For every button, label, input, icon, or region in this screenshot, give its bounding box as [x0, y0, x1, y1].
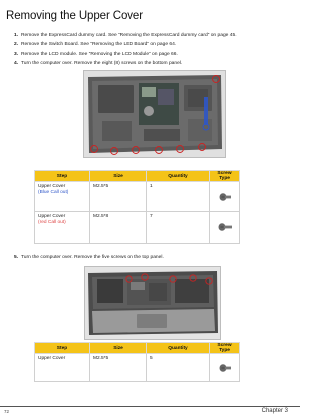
screw-type-cell [210, 182, 240, 212]
step-item [14, 255, 164, 260]
col-size: Size [90, 171, 147, 182]
screw-table-bottom [34, 170, 240, 244]
step-cell [35, 182, 90, 212]
step-cell [35, 212, 90, 244]
table-row [35, 354, 240, 382]
step-list [14, 31, 290, 68]
screw-table-top [34, 342, 240, 382]
table-header-row [35, 343, 240, 354]
quantity-cell: 5 [147, 354, 210, 382]
step-item [14, 31, 290, 40]
step-item [14, 59, 290, 68]
col-step: Step [35, 343, 90, 354]
quantity-cell: 1 [147, 182, 210, 212]
size-cell: M2.5*5 [90, 354, 147, 382]
callout-label: (red Call out) [38, 220, 66, 226]
screw-icon [217, 220, 233, 234]
step-name: Upper Cover [38, 184, 66, 189]
step-text: Turn the computer over. Remove the eight (8) screws on the bottom panel. [21, 60, 183, 66]
step-item [14, 50, 290, 59]
step-number: 3. [14, 51, 19, 57]
step-name: Upper Cover [38, 214, 66, 219]
chapter-label: Chapter 3 [261, 408, 288, 414]
step-number: 1. [14, 33, 19, 38]
col-screw-type: Screw Type [210, 171, 240, 182]
top-panel-photo [84, 266, 221, 340]
step-number: 5. [14, 255, 19, 260]
step-number: 2. [14, 42, 19, 48]
step-text: Turn the computer over. Remove the five screws on the top panel. [21, 255, 164, 260]
col-screw-type: Screw Type [210, 343, 240, 354]
page-number: 72 [4, 409, 10, 414]
step-number: 4. [14, 60, 19, 66]
bottom-panel-photo [83, 70, 226, 158]
step-text: Remove the ExpressCard dummy card. See “Removing the ExpressCard dummy card” on page 45. [21, 33, 237, 38]
step-text: Remove the Switch Board. See “Removing the LED Board” on page 64. [21, 42, 177, 48]
quantity-cell: 7 [147, 212, 210, 244]
col-step: Step [35, 171, 90, 182]
step-cell: Upper Cover [35, 354, 90, 382]
col-quantity: Quantity [147, 343, 210, 354]
table-header-row [35, 171, 240, 182]
size-cell: M2.5*5 [90, 182, 147, 212]
size-cell: M2.5*8 [90, 212, 147, 244]
screw-type-cell [210, 212, 240, 244]
screw-icon [218, 361, 232, 375]
step-text: Remove the LCD module. See “Removing the LCD Module” on page 66. [21, 51, 178, 57]
col-quantity: Quantity [147, 171, 210, 182]
table-row [35, 182, 240, 212]
page-title: Removing the Upper Cover [6, 10, 143, 22]
table-row [35, 212, 240, 244]
step-item [14, 40, 290, 49]
footer-divider [0, 406, 300, 407]
callout-label: (Blue Call out) [38, 190, 69, 196]
screw-type-cell [210, 354, 240, 382]
screw-icon [218, 190, 232, 204]
col-size: Size [90, 343, 147, 354]
